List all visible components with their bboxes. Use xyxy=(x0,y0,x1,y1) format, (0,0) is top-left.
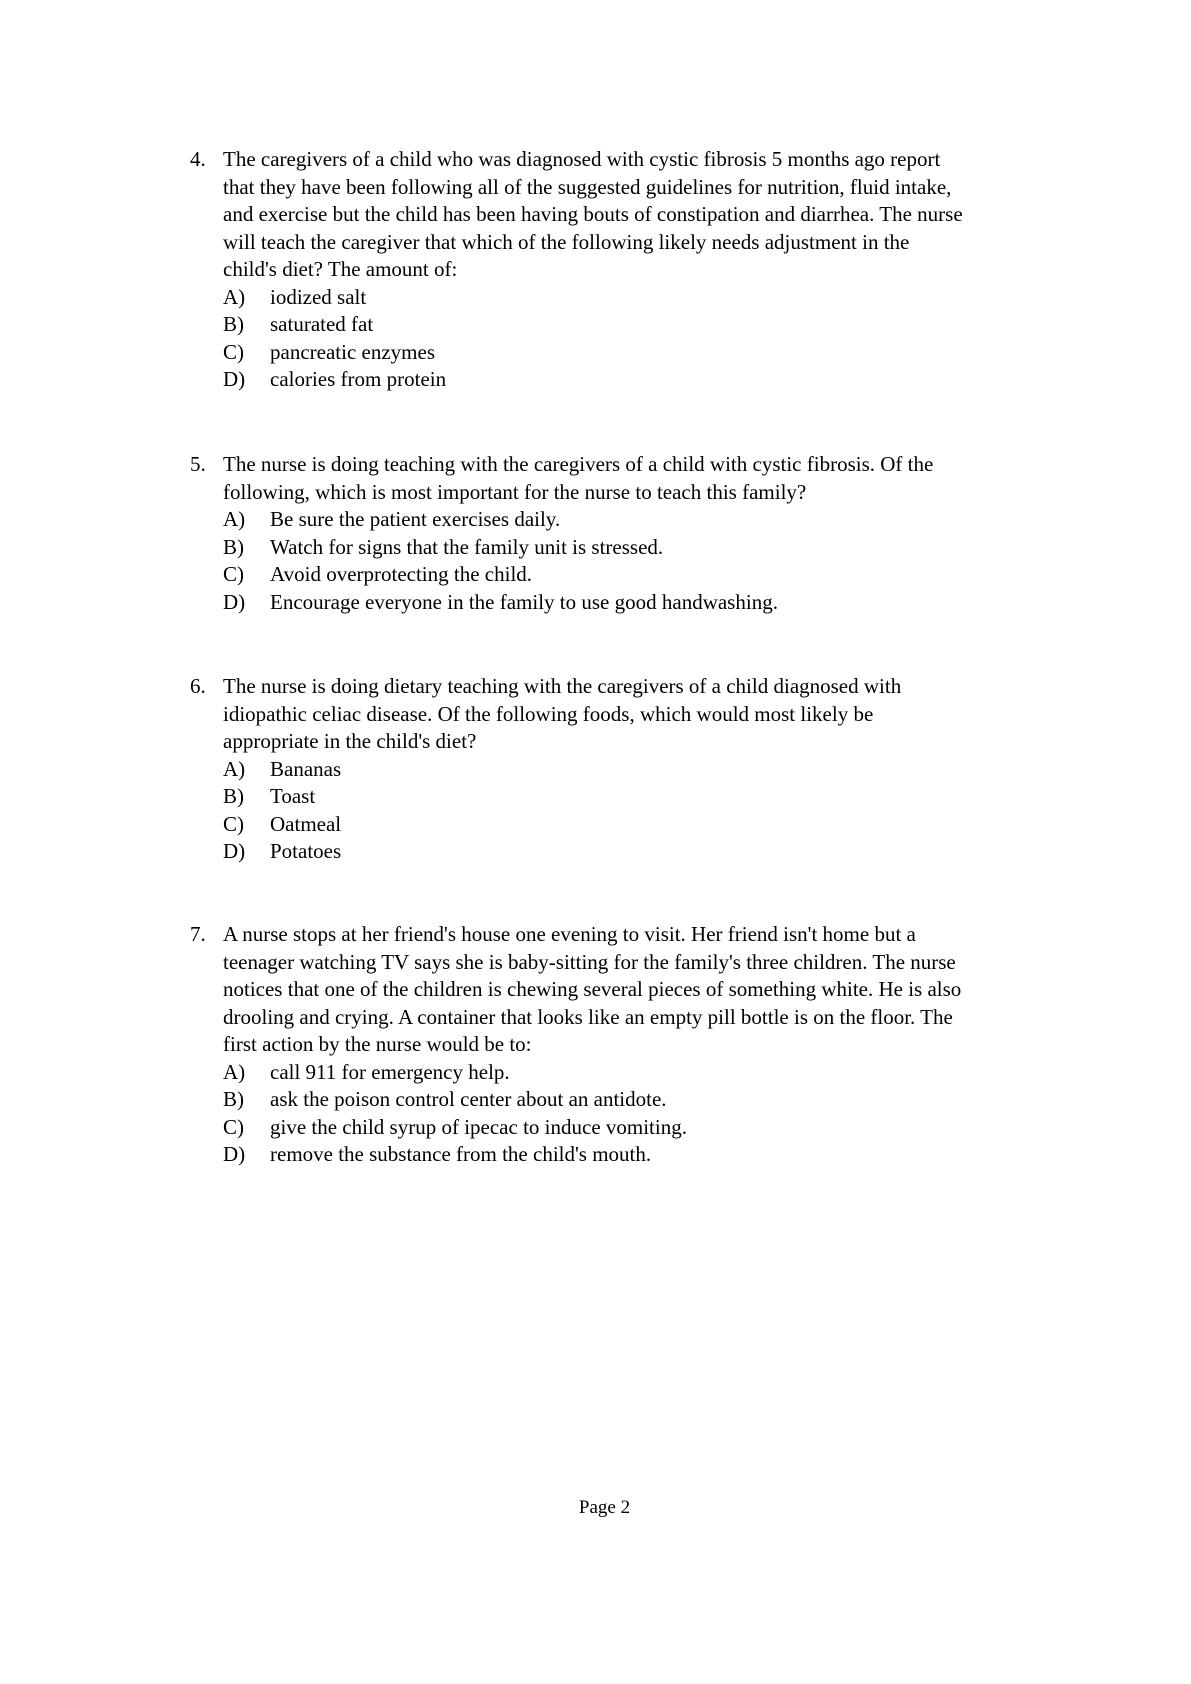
option-text: Oatmeal xyxy=(270,811,342,836)
question-text: The nurse is doing dietary teaching with the caregivers of a child diagnosed with xyxy=(223,674,902,698)
question-stem-line xyxy=(190,451,1080,479)
answer-option-c xyxy=(190,561,1080,589)
answer-option-d xyxy=(190,1141,1080,1169)
answer-option-b xyxy=(190,783,1080,811)
option-letter: D) xyxy=(223,839,246,863)
question-stem-line xyxy=(190,1031,1080,1059)
question-stem-line xyxy=(190,701,1080,729)
question-number: 4. xyxy=(190,147,206,171)
option-letter: D) xyxy=(223,1142,246,1166)
question-stem-line xyxy=(190,229,1080,257)
question-text: teenager watching TV says she is baby-sitting for the family's three children. The nurse xyxy=(223,949,956,974)
question-stem-line xyxy=(190,479,1080,507)
answer-option-c xyxy=(190,339,1080,367)
answer-options xyxy=(190,284,1080,394)
question-text: drooling and crying. A container that looks like an empty pill bottle is on the floor. The xyxy=(223,1004,953,1029)
page-number-footer: Page 2 xyxy=(578,1497,631,1518)
answer-option-a xyxy=(190,1059,1080,1087)
answer-option-c xyxy=(190,811,1080,839)
question-stem-line xyxy=(190,201,1080,229)
question-text: first action by the nurse would be to: xyxy=(223,1032,532,1056)
question-6 xyxy=(190,673,1080,866)
question-text: and exercise but the child has been having bouts of constipation and diarrhea. The nurse xyxy=(223,202,963,226)
question-text: notices that one of the children is chewing several pieces of something white. He is also xyxy=(223,977,962,1001)
question-text: The nurse is doing teaching with the caregivers of a child with cystic fibrosis. Of the xyxy=(223,452,934,476)
option-text: iodized salt xyxy=(270,284,367,309)
option-text: saturated fat xyxy=(270,312,374,336)
question-stem-line xyxy=(190,1004,1080,1032)
option-letter: A) xyxy=(223,284,246,309)
answer-option-a xyxy=(190,506,1080,534)
answer-options xyxy=(190,756,1080,866)
option-letter: B) xyxy=(223,784,244,808)
question-stem-line xyxy=(190,256,1080,284)
answer-option-b xyxy=(190,534,1080,562)
option-letter: A) xyxy=(223,507,246,531)
question-text: appropriate in the child's diet? xyxy=(223,729,477,753)
option-letter: C) xyxy=(223,562,244,586)
option-text: calories from protein xyxy=(270,367,447,391)
answer-option-c xyxy=(190,1114,1080,1142)
question-number: 6. xyxy=(190,674,206,698)
question-stem-line xyxy=(190,949,1080,977)
answer-option-d xyxy=(190,838,1080,866)
option-text: Be sure the patient exercises daily. xyxy=(270,507,561,531)
option-text: Potatoes xyxy=(270,839,342,863)
question-text: The caregivers of a child who was diagnosed with cystic fibrosis 5 months ago report xyxy=(223,147,941,171)
option-letter: A) xyxy=(223,1059,246,1084)
answer-option-a xyxy=(190,756,1080,784)
option-text: ask the poison control center about an antidote. xyxy=(270,1087,667,1111)
option-letter: C) xyxy=(223,339,244,364)
answer-option-b xyxy=(190,311,1080,339)
option-letter: B) xyxy=(223,312,244,336)
option-letter: B) xyxy=(223,1087,244,1111)
question-7 xyxy=(190,921,1080,1169)
answer-option-a xyxy=(190,284,1080,312)
question-text: that they have been following all of the suggested guidelines for nutrition, fluid intake, xyxy=(223,174,952,199)
option-letter: C) xyxy=(223,1114,244,1139)
answer-option-d xyxy=(190,366,1080,394)
question-stem-line xyxy=(190,728,1080,756)
option-text: Encourage everyone in the family to use good handwashing. xyxy=(270,589,778,614)
option-letter: D) xyxy=(223,589,246,614)
question-text: following, which is most important for the nurse to teach this family? xyxy=(223,479,807,504)
question-text: child's diet? The amount of: xyxy=(223,257,458,281)
answer-option-b xyxy=(190,1086,1080,1114)
question-stem-line xyxy=(190,673,1080,701)
option-letter: C) xyxy=(223,811,244,836)
question-text: A nurse stops at her friend's house one evening to visit. Her friend isn't home but a xyxy=(223,922,916,946)
option-text: Bananas xyxy=(270,756,342,781)
question-4 xyxy=(190,146,1080,394)
option-text: Toast xyxy=(270,784,316,808)
question-stem-line xyxy=(190,174,1080,202)
option-text: give the child syrup of ipecac to induce vomiting. xyxy=(270,1114,687,1139)
question-stem-line xyxy=(190,921,1080,949)
question-number: 7. xyxy=(190,922,206,946)
option-text: remove the substance from the child's mouth. xyxy=(270,1142,652,1166)
option-text: call 911 for emergency help. xyxy=(270,1059,510,1084)
question-number: 5. xyxy=(190,452,206,476)
option-letter: A) xyxy=(223,756,246,781)
option-text: pancreatic enzymes xyxy=(270,339,435,364)
question-stem-line xyxy=(190,976,1080,1004)
question-text: will teach the caregiver that which of the following likely needs adjustment in the xyxy=(223,229,910,254)
option-text: Watch for signs that the family unit is stressed. xyxy=(270,534,664,559)
question-text: idiopathic celiac disease. Of the following foods, which would most likely be xyxy=(223,701,874,726)
answer-options xyxy=(190,1059,1080,1169)
question-5 xyxy=(190,451,1080,616)
answer-options xyxy=(190,506,1080,616)
option-letter: B) xyxy=(223,534,244,559)
answer-option-d xyxy=(190,589,1080,617)
option-letter: D) xyxy=(223,367,246,391)
question-stem-line xyxy=(190,146,1080,174)
option-text: Avoid overprotecting the child. xyxy=(270,562,533,586)
